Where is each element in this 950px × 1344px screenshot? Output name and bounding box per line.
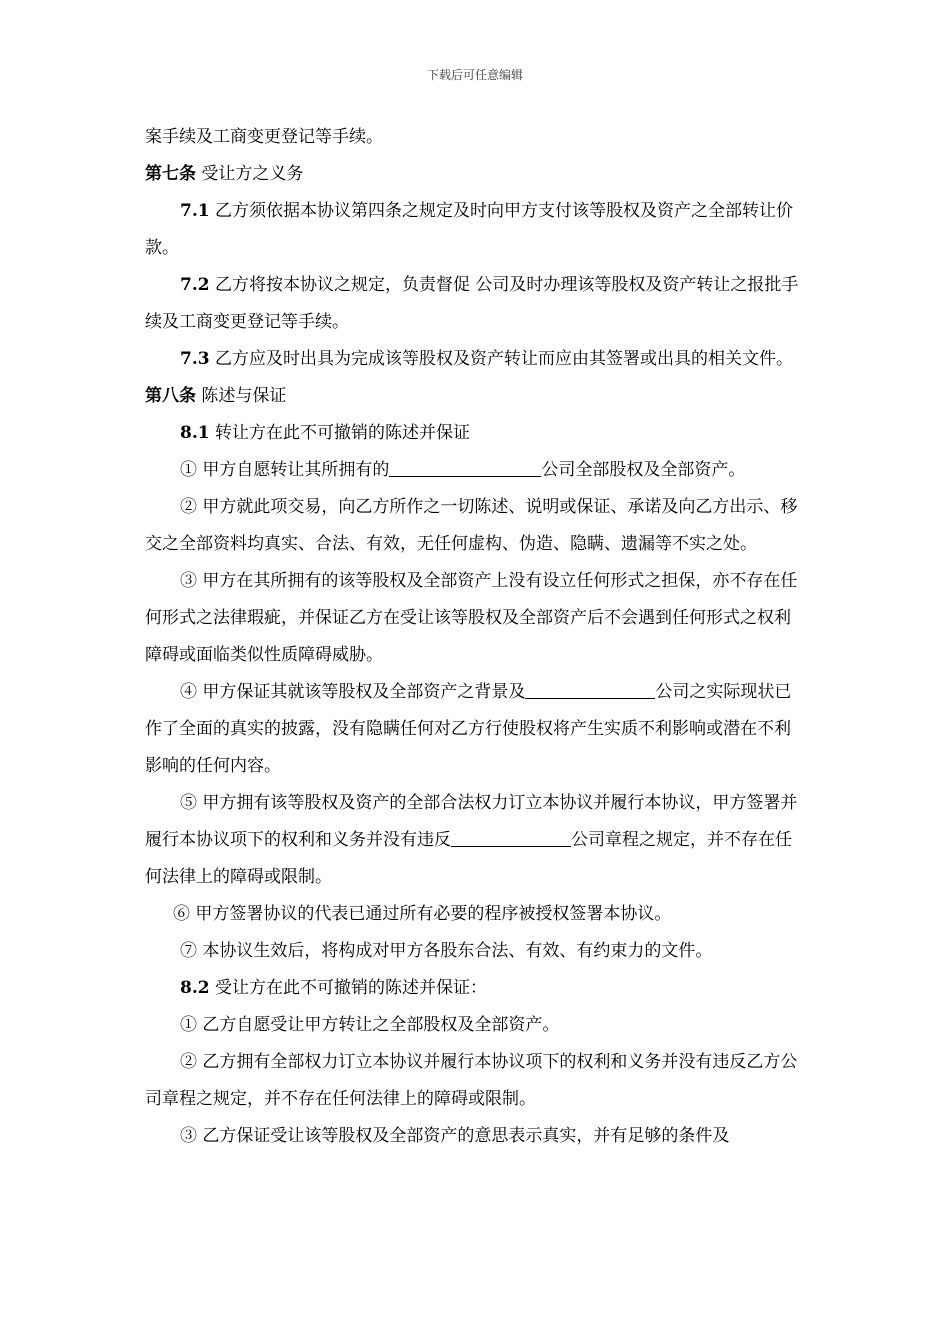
page-header: 下载后可任意编辑 — [426, 68, 523, 82]
clause-number: 7.2 — [180, 275, 210, 295]
clause-7-2 — [145, 267, 807, 341]
item-8-1-4: ④ 甲方保证其就该等股权及全部资产之背景及 公司之实际现状已作了全面的真实的披露，没有隐瞒任何对乙方行使股权将产生实质不利影响或潜在不利影响的任何内容。 — [145, 674, 807, 785]
document-body — [145, 119, 807, 1155]
article-number: 第七条 — [145, 164, 196, 184]
clause-text: 乙方将按本协议之规定，负责督促 公司及时办理该等股权及资产转让之报批手续及工商变更登记等手续。 — [145, 275, 799, 332]
company-name-blank — [525, 679, 655, 699]
article-7-heading — [145, 156, 807, 193]
item-8-1-5: ⑤ 甲方拥有该等股权及资产的全部合法权力订立本协议并履行本协议，甲方签署并履行本协议项下的权利和义务并没有违反 公司章程之规定，并不存在任何法律上的障碍或限制。 — [145, 793, 798, 887]
item-8-1-3: ③ 甲方在其所拥有的该等股权及全部资产上没有设立任何形式之担保，亦不存在任何形式之法律瑕疵，并保证乙方在受让该等股权及全部资产后不会遇到任何形式之权利障碍或面临类似性质障碍威胁。 — [145, 571, 798, 665]
item-8-2-1: ① 乙方自愿受让甲方转让之全部股权及全部资产。 — [180, 1015, 560, 1035]
item-8-2-2: ② 乙方拥有全部权力订立本协议并履行本协议项下的权利和义务并没有违反乙方公司章程之规定，并不存在任何法律上的障碍或限制。 — [145, 1052, 798, 1109]
article-title: 陈述与保证 — [201, 386, 287, 406]
clause-number: 7.3 — [180, 349, 210, 369]
clause-number: 7.1 — [180, 201, 210, 221]
clause-number: 8.1 — [180, 423, 210, 443]
item-8-1-2: ② 甲方就此项交易，向乙方所作之一切陈述、说明或保证、承诺及向乙方出示、移交之全部资料均真实、合法、有效，无任何虚构、伪造、隐瞒、遗漏等不实之处。 — [145, 497, 798, 554]
clause-text: 转让方在此不可撤销的陈述并保证 — [214, 423, 470, 443]
item-8-1-7: ⑦ 本协议生效后，将构成对甲方各股东合法、有效、有约束力的文件。 — [180, 941, 713, 961]
clause-7-1 — [145, 193, 807, 267]
item-8-1-1: ① 甲方自愿转让其所拥有的 公司全部股权及全部资产。 — [145, 452, 807, 489]
item-8-2-3: ③ 乙方保证受让该等股权及全部资产的意思表示真实，并有足够的条件及 — [180, 1126, 730, 1146]
clause-8-2 — [145, 970, 807, 1007]
item-8-1-6: ⑥ 甲方签署协议的代表已通过所有必要的程序被授权签署本协议。 — [173, 904, 672, 924]
clause-8-1 — [145, 415, 807, 452]
clause-text: 受让方在此不可撤销的陈述并保证： — [214, 978, 487, 998]
company-name-blank — [389, 457, 541, 477]
company-name-blank — [451, 827, 571, 847]
article-8-heading — [145, 378, 807, 415]
article-title: 受让方之义务 — [201, 164, 304, 184]
article-number: 第八条 — [145, 386, 196, 406]
clause-text: 乙方须依据本协议第四条之规定及时向甲方支付该等股权及资产之全部转让价款。 — [145, 201, 793, 258]
clause-text: 乙方应及时出具为完成该等股权及资产转让而应由其签署或出具的相关文件。 — [214, 349, 793, 369]
clause-number: 8.2 — [180, 978, 210, 998]
paragraph: 案手续及工商变更登记等手续。 — [145, 127, 383, 147]
clause-7-3 — [145, 341, 807, 378]
